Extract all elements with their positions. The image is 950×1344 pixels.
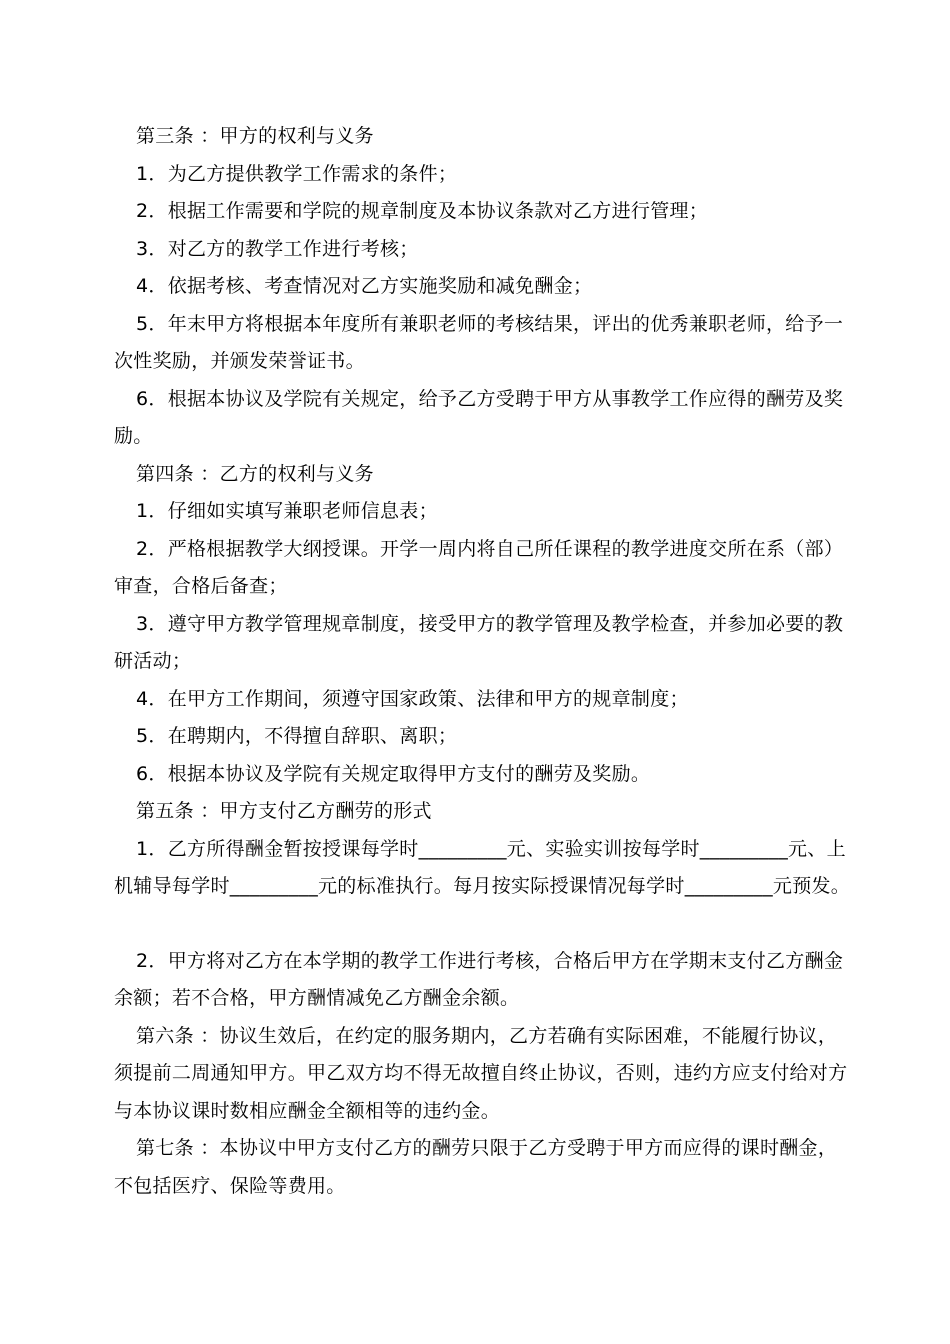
article-7: 第七条 ：本协议中甲方支付乙方的酬劳只限于乙方受聘于甲方而应得的课时酬金，不包括医疗、保险等费用。 xyxy=(114,1137,838,1197)
article-4-item-4: 4．在甲方工作期间，须遵守国家政策、法律和甲方的规章制度； xyxy=(136,687,689,710)
article-4-item-2: 2．严格根据教学大纲授课。开学一周内将自己所任课程的教学进度交所在系（部）审查，合格后备查； xyxy=(114,537,844,597)
article-6: 第六条 ：协议生效后，在约定的服务期内，乙方若确有实际困难，不能履行协议，须提前二周通知甲方。甲乙双方均不得无故擅自终止协议，否则，违约方应支付给对方与本协议课时数相应酬金全额相等的违约金。 xyxy=(114,1024,848,1122)
article-3-item-5: 5．年末甲方将根据本年度所有兼职老师的考核结果，评出的优秀兼职老师，给予一次性奖励，并颁发荣誉证书。 xyxy=(114,312,844,372)
article-3-item-6: 6．根据本协议及学院有关规定，给予乙方受聘于甲方从事教学工作应得的酬劳及奖励。 xyxy=(114,387,844,447)
article-4-heading: 第四条 ：乙方的权利与义务 xyxy=(136,462,374,485)
article-3-heading: 第三条 ：甲方的权利与义务 xyxy=(136,125,374,147)
document-page xyxy=(114,118,854,1205)
article-5-heading: 第五条 ：甲方支付乙方酬劳的形式 xyxy=(136,800,432,822)
article-3-item-2: 2．根据工作需要和学院的规章制度及本协议条款对乙方进行管理； xyxy=(136,200,709,222)
blank-line xyxy=(114,906,854,943)
article-5-item-1: 1．乙方所得酬金暂按授课每学时_________元、实验实训按每学时_________元、上机辅导每学时_________元的标准执行。每月按实际授课情况每学时_________元预发。 xyxy=(114,837,851,897)
article-3-item-3: 3．对乙方的教学工作进行考核； xyxy=(136,237,419,260)
article-5-item-2: 2．甲方将对乙方在本学期的教学工作进行考核，合格后甲方在学期末支付乙方酬金余额；若不合格，甲方酬情减免乙方酬金余额。 xyxy=(114,949,844,1009)
article-4-item-1: 1．仔细如实填写兼职老师信息表； xyxy=(136,500,438,522)
article-4-item-5: 5．在聘期内，不得擅自辞职、离职； xyxy=(136,725,458,747)
article-4-item-3: 3．遵守甲方教学管理规章制度，接受甲方的教学管理及教学检查，并参加必要的教研活动； xyxy=(114,612,844,672)
article-3-item-4: 4．依据考核、考查情况对乙方实施奖励和减免酬金； xyxy=(136,275,593,297)
article-4-item-6: 6．根据本协议及学院有关规定取得甲方支付的酬劳及奖励。 xyxy=(136,762,651,785)
article-3-item-1: 1．为乙方提供教学工作需求的条件； xyxy=(136,162,458,185)
